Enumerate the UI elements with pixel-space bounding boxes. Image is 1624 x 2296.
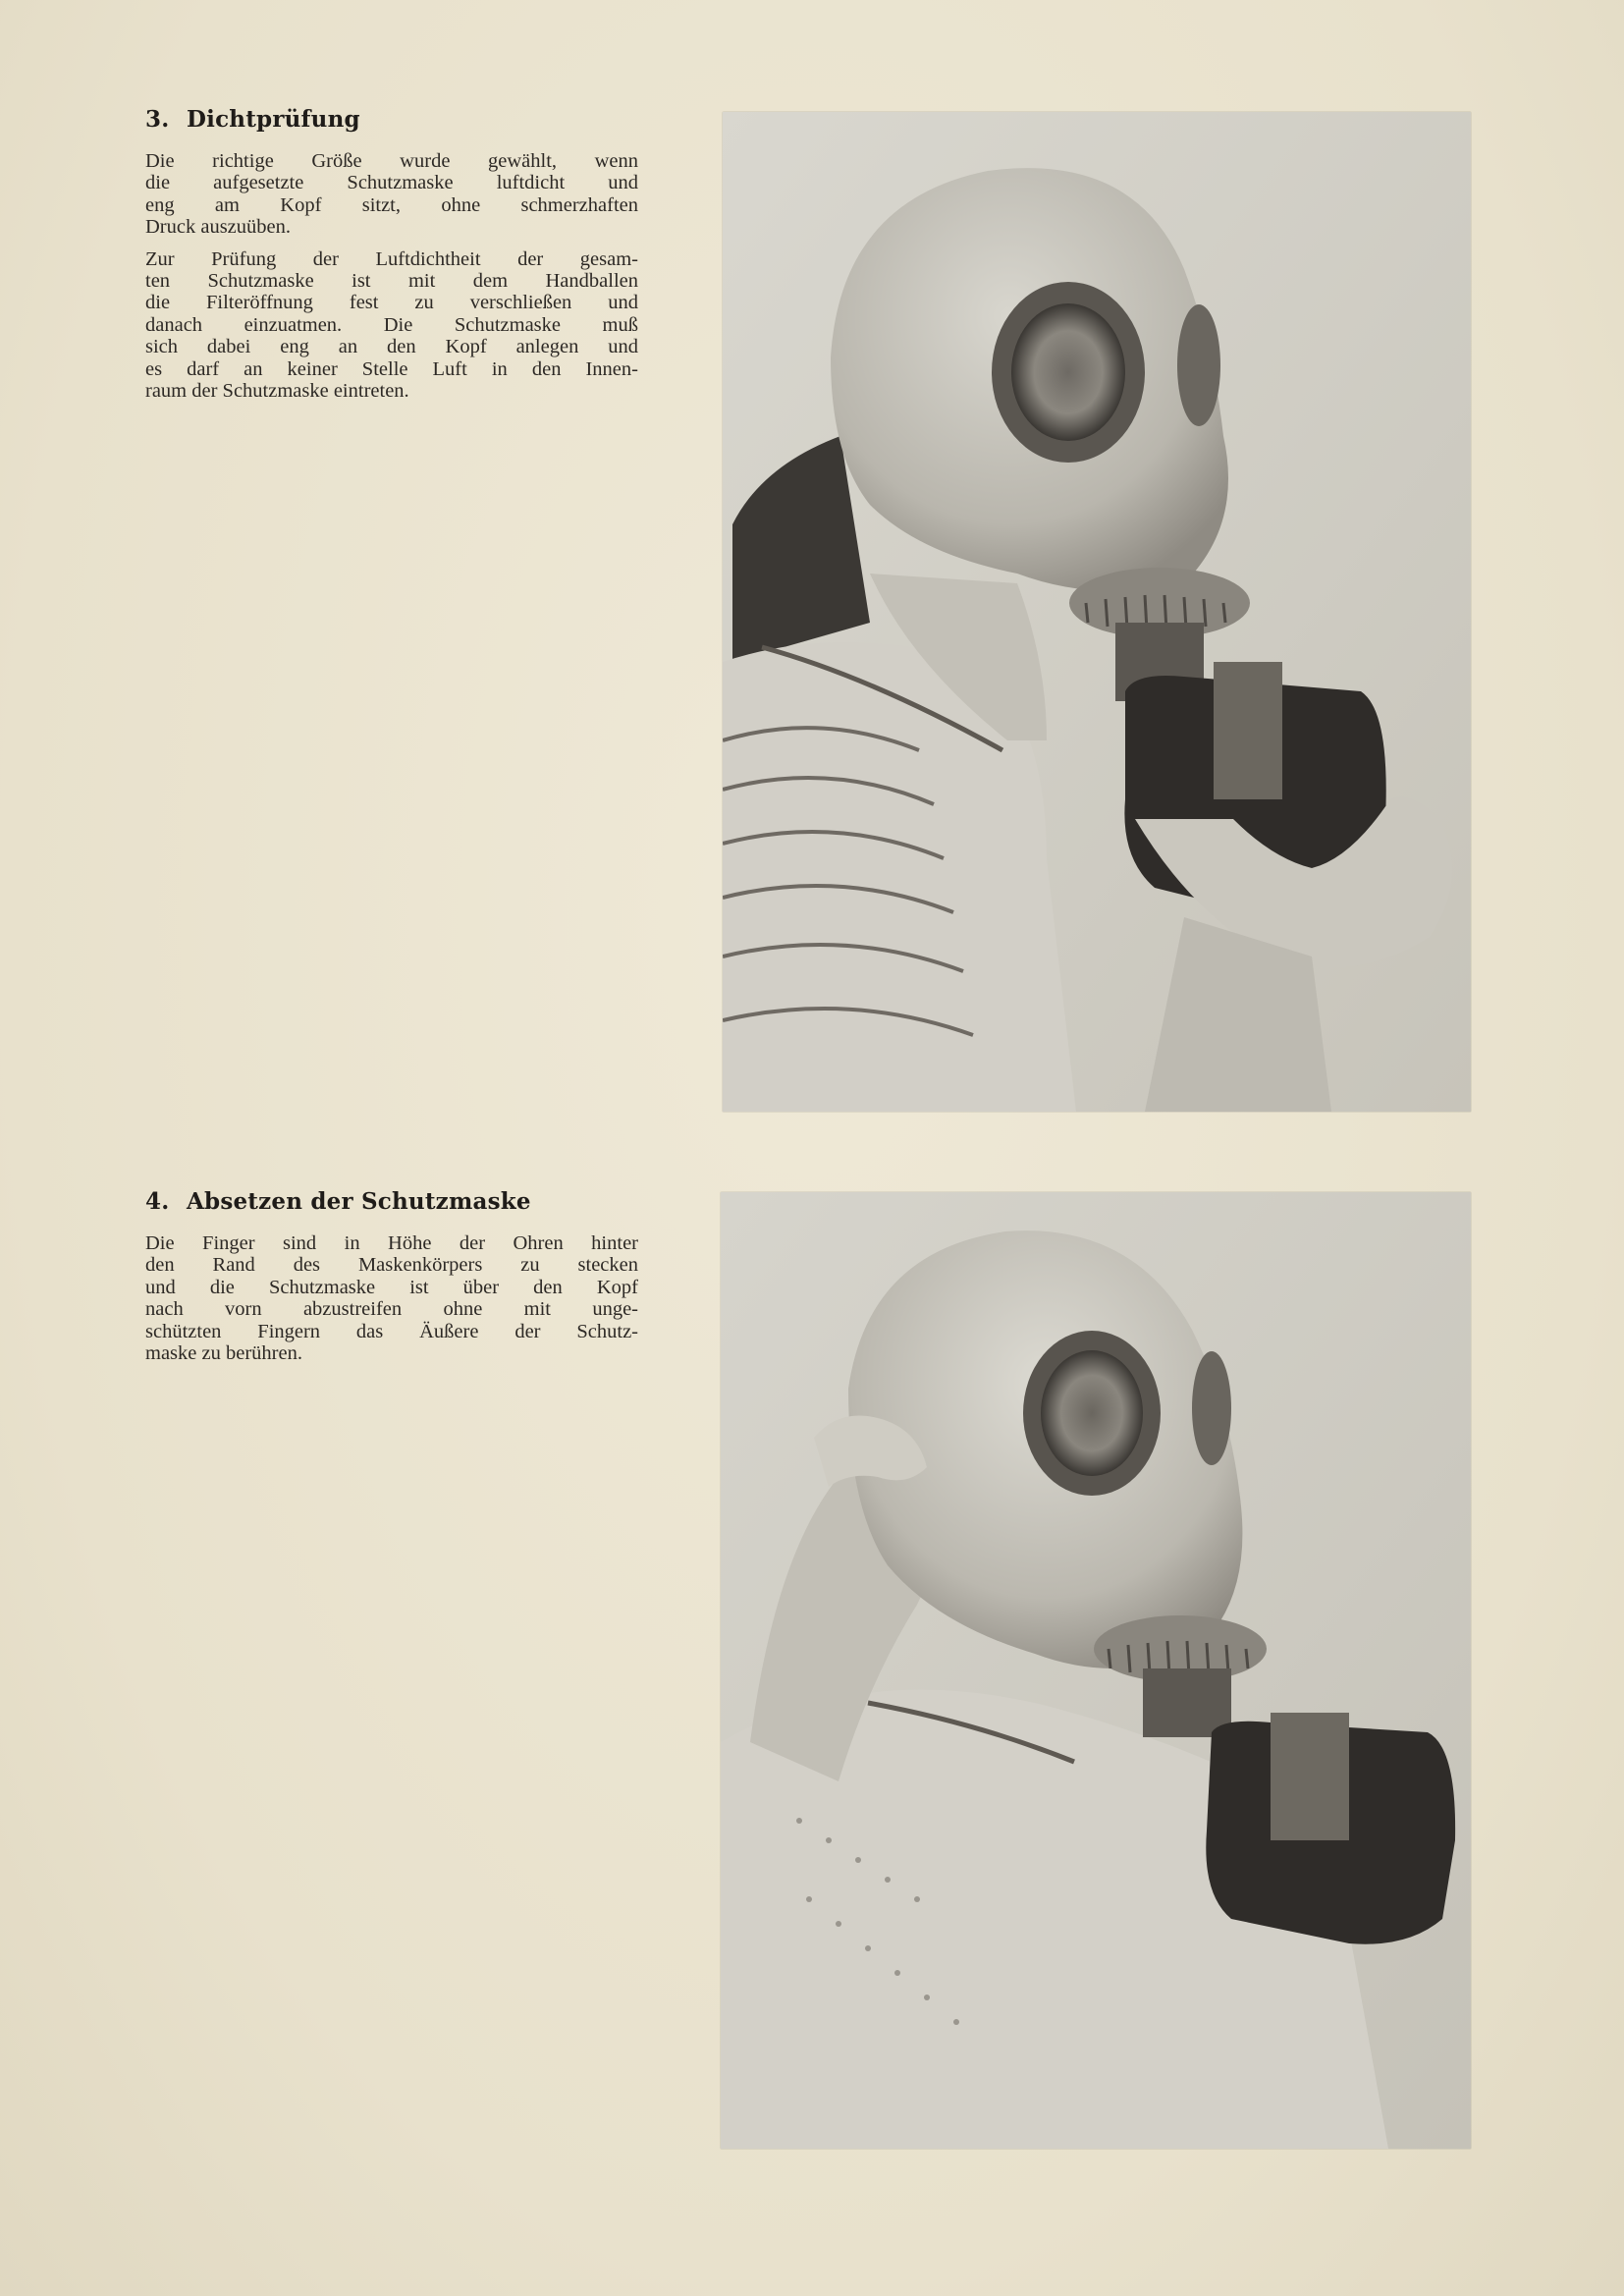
section-title: Absetzen der Schutzmaske <box>187 1188 531 1215</box>
text-line: und die Schutzmaske ist über den Kopf <box>145 1276 638 1298</box>
section-absetzen <box>145 1188 638 1364</box>
section-number: 3. <box>145 106 170 133</box>
paragraph <box>145 150 638 239</box>
text-line: nach vorn abzustreifen ohne mit unge- <box>145 1298 638 1321</box>
section-heading <box>145 1188 638 1215</box>
section-heading <box>145 106 638 133</box>
text-line: danach einzuatmen. Die Schutzmaske muß <box>145 313 638 336</box>
text-line: sich dabei eng an den Kopf anlegen und <box>145 336 638 358</box>
text-line: die Filteröffnung fest zu verschließen und <box>145 292 638 314</box>
text-line: Die Finger sind in Höhe der Ohren hinter <box>145 1232 638 1254</box>
text-line: die aufgesetzte Schutzmaske luftdicht und <box>145 172 638 194</box>
gas-mask-removal-image <box>721 1192 1471 2149</box>
text-line: ten Schutzmaske ist mit dem Handballen <box>145 270 638 293</box>
photo-seal-test <box>723 112 1471 1112</box>
section-dichtpruefung <box>145 106 638 402</box>
paragraph <box>145 248 638 403</box>
text-line: raum der Schutzmaske eintreten. <box>145 380 409 403</box>
photo-mask-removal <box>721 1192 1471 2149</box>
text-line: es darf an keiner Stelle Luft in den Innen- <box>145 357 638 380</box>
section-title: Dichtprüfung <box>187 106 360 133</box>
text-line: Druck auszuüben. <box>145 216 292 239</box>
paragraph <box>145 1232 638 1364</box>
section-number: 4. <box>145 1188 170 1215</box>
text-line: maske zu berühren. <box>145 1342 302 1365</box>
text-line: schützten Fingern das Äußere der Schutz- <box>145 1320 638 1342</box>
text-line: eng am Kopf sitzt, ohne schmerzhaften <box>145 193 638 216</box>
text-line: Zur Prüfung der Luftdichtheit der gesam- <box>145 247 638 270</box>
text-line: den Rand des Maskenkörpers zu stecken <box>145 1254 638 1277</box>
gas-mask-seal-test-image <box>723 112 1471 1112</box>
text-line: Die richtige Größe wurde gewählt, wenn <box>145 150 638 172</box>
